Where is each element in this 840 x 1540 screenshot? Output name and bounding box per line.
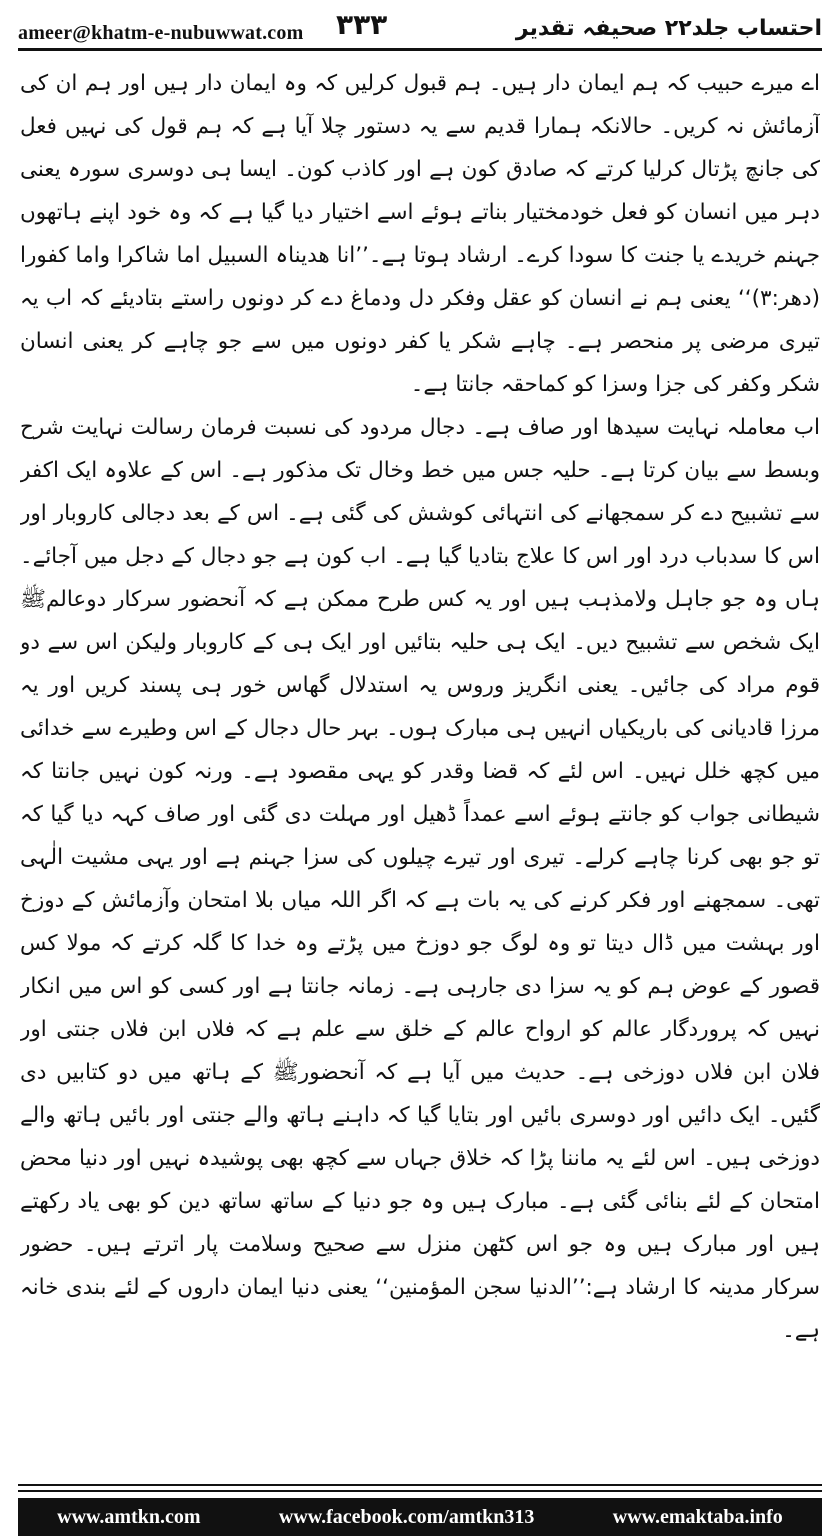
footer-divider [18, 1484, 822, 1486]
page-body [20, 62, 820, 1462]
footer-bar [18, 1498, 822, 1536]
footer-link-website[interactable]: www.amtkn.com [57, 1505, 201, 1528]
paragraph: اے میرے حبیب کہ ہم ایمان دار ہیں۔ ہم قبول کرلیں کہ وہ ایمان دار ہیں اور ہم ان کی آزمائش نہ کریں۔ حالانکہ ہمارا قدیم سے یہ دستور چلا آیا ہے کہ ہم قول کی نہیں فعل کی جانچ پڑتال کرلیا کرتے کہ صادق کون ہے اور کاذب کون۔ ایسا ہی دوسری سورہ یعنی دہر میں انسان کو فعل خودمختیار بناتے ہوئے اسے اختیار دیا گیا ہے کہ وہ خود اپنے ہاتھوں جہنم خریدے یا جنت کا سودا کرے۔ ارشاد ہوتا ہے۔’’انا ھدیناہ السبیل اما شاکرا واما کفورا (دھر:۳)‘‘ یعنی ہم نے انسان کو عقل وفکر دل ودماغ دے کر دونوں راستے بتادیئے کہ اب یہ تیری مرضی پر منحصر ہے۔ چاہے شکر یا کفر دونوں میں سے جو چاہے کر یعنی انسان شکر وکفر کی جزا وسزا کو کماحقہ جانتا ہے۔ [20, 71, 820, 397]
page-number: ۳۳۳ [336, 8, 388, 41]
contact-email: ameer@khatm-e-nubuwwat.com [18, 22, 304, 44]
book-title: احتساب جلد۲۲ صحیفہ تقدیر [515, 16, 822, 41]
footer-link-emaktaba[interactable]: www.emaktaba.info [612, 1505, 783, 1528]
header-divider [18, 48, 822, 51]
page-header [18, 8, 822, 48]
footer-link-facebook[interactable]: www.facebook.com/amtkn313 [278, 1505, 535, 1528]
footer-divider [18, 1490, 822, 1492]
paragraph: اب معاملہ نہایت سیدھا اور صاف ہے۔ دجال مردود کی نسبت فرمان رسالت نہایت شرح وبسط سے بیان کرتا ہے۔ حلیہ جس میں خط وخال تک مذکور ہے۔ اس کے علاوہ ایک اکفر سے تشبیح دے کر سمجھانے کی انتہائی کوشش کی گئی ہے۔ اس کے بعد دجالی کاروبار اور اس کا سدباب درد اور اس کا علاج بتادیا گیا ہے۔ اب کون ہے جو دجال کے دجل میں آجائے۔ ہاں وہ جو جاہل ولامذہب ہیں اور یہ کس طرح ممکن ہے کہ آنحضور سرکار دوعالمﷺ ایک شخص سے تشبیح دیں۔ ایک ہی حلیہ بتائیں اور ایک ہی کے کاروبار ولیکن اس سے دو قوم مراد کی جائیں۔ یعنی انگریز وروس یہ استدلال گھاس خور ہی پسند کریں اور یہ مرزا قادیانی کی باریکیاں انہیں ہی مبارک ہوں۔ بہر حال دجال کے اس وطیرے سے خدائی میں کچھ خلل نہیں۔ اس لئے کہ قضا وقدر کو یہی مقصود ہے۔ ورنہ کون نہیں جانتا کہ شیطانی جواب کو جانتے ہوئے اسے عمداً ڈھیل اور مہلت دی گئی اور صاف کہہ دیا گیا کہ تو جو بھی کرنا چاہے کرلے۔ تیری اور تیرے چیلوں کی سزا جہنم ہے اور یہی مشیت الٰہی تھی۔ سمجھنے اور فکر کرنے کی یہ بات ہے کہ اگر اللہ میاں بلا امتحان وآزمائش کے دوزخ اور بہشت میں ڈال دیتا تو وہ لوگ جو دوزخ میں پڑتے وہ خدا کا گلہ کرتے کہ مولا کس قصور کے عوض ہم کو یہ سزا دی جارہی ہے۔ زمانہ جانتا ہے اور کسی کو اس میں انکار نہیں کہ پروردگار عالم کو ارواح عالم کے خلق سے علم ہے کہ فلاں ابن فلاں جنتی اور فلان ابن فلاں دوزخی ہے۔ حدیث میں آیا ہے کہ آنحضورﷺ کے ہاتھ میں دو کتابیں دی گئیں۔ ایک دائیں اور دوسری بائیں اور بتایا گیا کہ داہنے ہاتھ والے جنتی اور بائیں ہاتھ والے دوزخی ہیں۔ اس لئے یہ ماننا پڑا کہ خلاق جہاں سے کچھ بھی پوشیدہ نہیں اور دنیا محض امتحان کے لئے بنائی گئی ہے۔ مبارک ہیں وہ جو دنیا کے ساتھ ساتھ دین کو بھی یاد رکھتے ہیں اور مبارک ہیں وہ جو اس کٹھن منزل سے صحیح وسلامت پار اترتے ہیں۔ حضور سرکار مدینہ کا ارشاد ہے:’’الدنیا سجن المؤمنین‘‘ یعنی دنیا ایمان داروں کے لئے بندی خانہ ہے۔ [20, 415, 820, 1343]
